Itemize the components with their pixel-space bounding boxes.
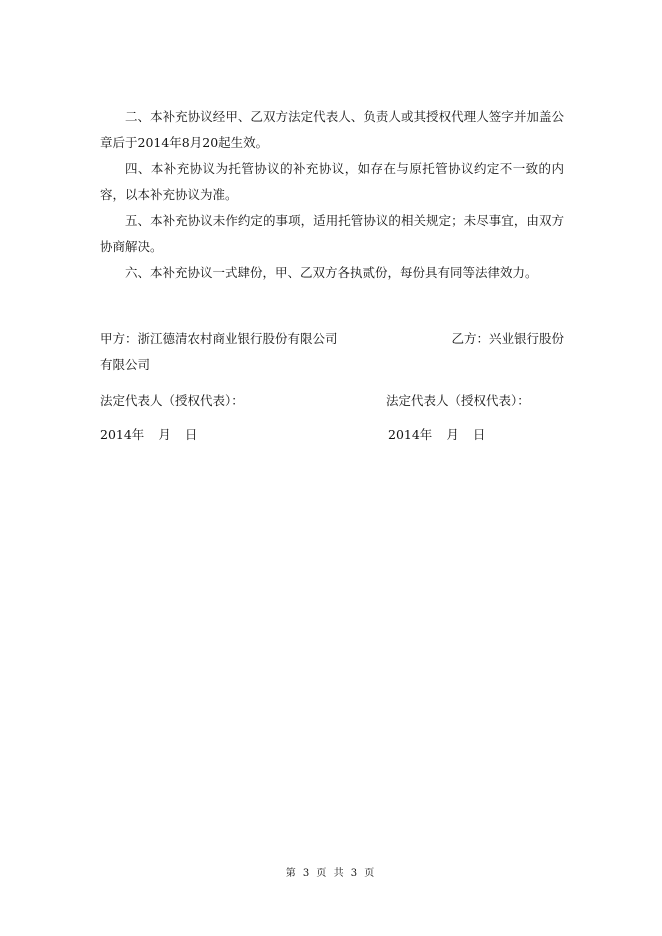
party-b-date-year: 2014年 — [388, 427, 433, 442]
party-b-date-day: 日 — [472, 427, 486, 442]
party-a-date-month: 月 — [158, 427, 171, 442]
party-b-date-month: 月 — [446, 427, 459, 442]
party-a-date-day: 日 — [184, 427, 198, 442]
agreement-clauses — [100, 104, 564, 286]
clause-unspecified-matters: 五、本补充协议未作约定的事项，适用托管协议的相关规定；未尽事宜，由双方协商解决。 — [100, 213, 564, 254]
clause-effective-date: 二、本补充协议经甲、乙双方法定代表人、负责人或其授权代理人签字并加盖公章后于2014年8月20起生效。 — [100, 109, 564, 150]
party-b-date — [388, 422, 485, 448]
clause-supplement-priority: 四、本补充协议为托管协议的补充协议，如存在与原托管协议约定不一致的内容，以本补充协议为准。 — [100, 161, 564, 202]
page-number: 第 3 页 共 3 页 — [285, 868, 377, 879]
party-a-date-year: 2014年 — [100, 427, 145, 442]
party-a-date — [100, 422, 197, 448]
party-a-representative-label: 法定代表人（授权代表）： — [100, 393, 244, 408]
clause-copies: 六、本补充协议一式肆份，甲、乙双方各执贰份，每份具有同等法律效力。 — [125, 265, 538, 280]
party-b-name: 乙方：兴业银行股份 — [451, 331, 564, 346]
party-a-name: 甲方：浙江德清农村商业银行股份有限公司 — [100, 331, 338, 346]
party-a-name-continued: 有限公司 — [100, 357, 151, 372]
party-b-representative-label: 法定代表人（授权代表）： — [386, 393, 530, 408]
